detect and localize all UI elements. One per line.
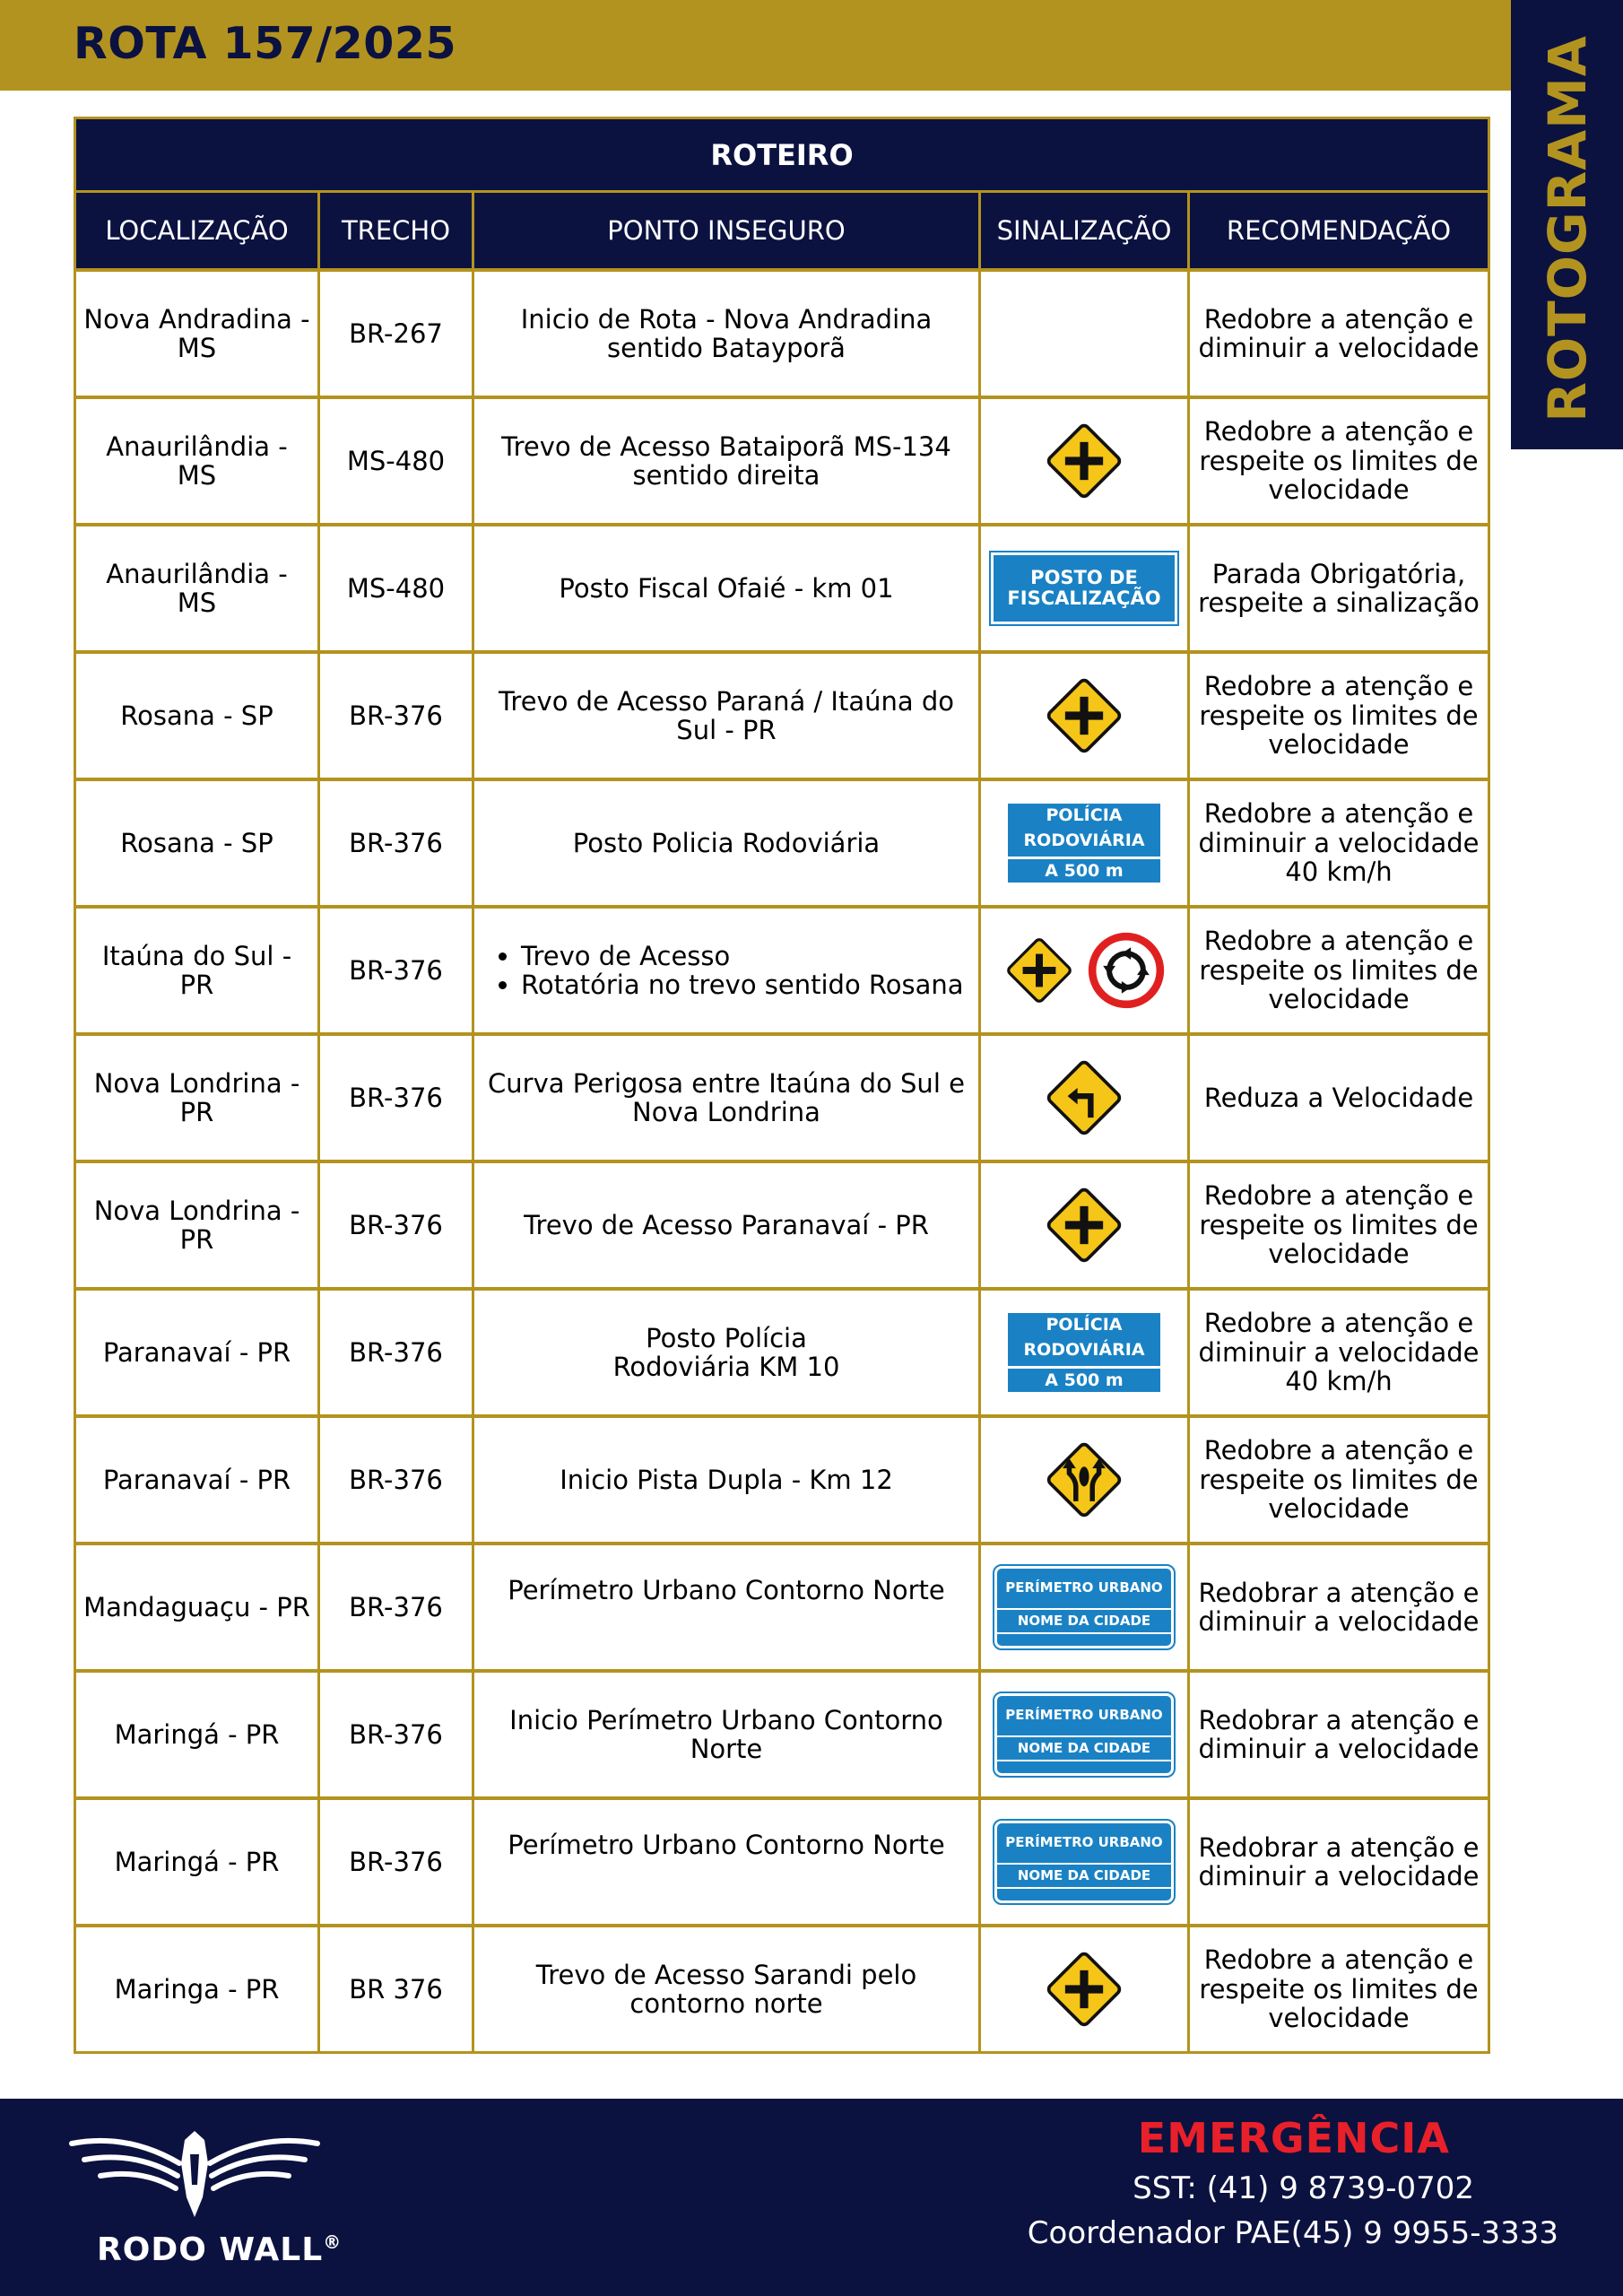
table-header-row (76, 193, 1488, 268)
cell-unsafe-point: Posto Polícia Rodoviária KM 10 (474, 1291, 981, 1414)
sign-line: RODOVIÁRIA (1023, 830, 1145, 850)
sign-line: NOME DA CIDADE (997, 1735, 1171, 1761)
cell-location: Maringá - PR (76, 1800, 320, 1924)
cell-location: Nova Londrina - PR (76, 1036, 320, 1160)
sign-line: POSTO DE (1030, 566, 1138, 588)
table-row (76, 650, 1488, 778)
sign-distance: A 500 m (1008, 857, 1160, 883)
route-table (74, 117, 1490, 2054)
cell-recommendation: Redobre a atenção e respeite os limites de velocidade (1199, 416, 1479, 506)
cell-recommendation: Redobre a atenção e respeite os limites de velocidade (1199, 671, 1479, 761)
column-header-signage: SINALIZAÇÃO (981, 193, 1190, 268)
urban-perimeter-sign (994, 1693, 1174, 1776)
cell-signage (981, 654, 1190, 778)
cell-location: Paranavaí - PR (76, 1418, 320, 1542)
cell-location: Rosana - SP (76, 654, 320, 778)
sst-phone: SST: (41) 9 8739-0702 (1133, 2170, 1474, 2206)
cell-unsafe-point: Trevo de Acesso Bataiporã MS-134 sentido direita (474, 399, 981, 523)
sign-line: FISCALIZAÇÃO (1007, 587, 1161, 609)
cell-location: Paranavaí - PR (76, 1291, 320, 1414)
sign-line: PERÍMETRO URBANO (1005, 1707, 1163, 1724)
cell-unsafe-point (474, 909, 981, 1032)
table-row (76, 1669, 1488, 1796)
cell-signage (981, 1036, 1190, 1160)
cell-location: Anaurilândia - MS (76, 526, 320, 650)
route-title: ROTA 157/2025 (74, 18, 457, 69)
sign-line: POLÍCIA (1046, 1315, 1123, 1335)
cell-segment: BR-376 (320, 1545, 474, 1669)
table-row (76, 1287, 1488, 1414)
cell-unsafe-point: Inicio Pista Dupla - Km 12 (474, 1418, 981, 1542)
cell-signage (981, 1291, 1190, 1414)
cell-recommendation: Redobre a atenção e respeite os limites de velocidade (1199, 1435, 1479, 1525)
cell-location: Itaúna do Sul - PR (76, 909, 320, 1032)
cell-recommendation: Redobre a atenção e diminuir a velocidade 40 km/h (1198, 1308, 1480, 1397)
intersection-warning-icon (1043, 420, 1125, 502)
table-row (76, 1032, 1488, 1160)
urban-perimeter-sign (994, 1566, 1174, 1648)
cell-signage (981, 526, 1190, 650)
cell-segment: BR-376 (320, 1163, 474, 1287)
cell-segment: BR-376 (320, 654, 474, 778)
cell-recommendation: Redobre a atenção e diminuir a velocidade 40 km/h (1198, 798, 1480, 888)
cell-unsafe-point: Posto Policia Rodoviária (474, 781, 981, 905)
logo-registered-mark: ® (323, 2231, 343, 2253)
table-row (76, 1924, 1488, 2051)
cell-unsafe-point: Curva Perigosa entre Itaúna do Sul e Nova Londrina (474, 1036, 981, 1160)
column-header-segment: TRECHO (320, 193, 474, 268)
cell-segment: BR-376 (320, 1800, 474, 1924)
cell-signage (981, 399, 1190, 523)
cell-location: Mandaguaçu - PR (76, 1545, 320, 1669)
intersection-warning-icon (1043, 1184, 1125, 1266)
cell-segment: BR-376 (320, 1036, 474, 1160)
cell-signage (981, 1800, 1190, 1924)
cell-recommendation: Redobre a atenção e respeite os limites de velocidade (1199, 1180, 1479, 1270)
cell-signage (981, 1673, 1190, 1796)
cell-segment: BR-376 (320, 1291, 474, 1414)
side-label: ROTOGRAMA (1537, 35, 1598, 422)
table-row (76, 523, 1488, 650)
cell-recommendation: Redobre a atenção e respeite os limites de velocidade (1199, 926, 1479, 1015)
table-row (76, 1542, 1488, 1669)
cell-recommendation: Reduza a Velocidade (1203, 1082, 1474, 1113)
sign-distance: A 500 m (1008, 1366, 1160, 1392)
cell-location: Rosana - SP (76, 781, 320, 905)
cell-signage (981, 909, 1190, 1032)
cell-unsafe-point: Inicio Perímetro Urbano Contorno Norte (474, 1673, 981, 1796)
highway-police-sign (1008, 1313, 1160, 1392)
cell-signage (981, 1418, 1190, 1542)
cell-location: Nova Londrina - PR (76, 1163, 320, 1287)
cell-unsafe-point: Inicio de Rota - Nova Andradina sentido Batayporã (474, 272, 981, 396)
list-item: • Rotatória no trevo sentido Rosana (521, 970, 964, 999)
sign-line: NOME DA CIDADE (997, 1608, 1171, 1634)
sign-line: RODOVIÁRIA (1023, 1339, 1145, 1360)
cell-segment: BR-376 (320, 1418, 474, 1542)
cell-signage (981, 1927, 1190, 2051)
cell-signage (981, 1545, 1190, 1669)
rodo-wall-logo-icon (65, 2127, 325, 2226)
cell-signage (981, 781, 1190, 905)
cell-unsafe-point: Posto Fiscal Ofaié - km 01 (474, 526, 981, 650)
table-row (76, 1414, 1488, 1542)
cell-location: Nova Andradina - MS (76, 272, 320, 396)
cell-segment: BR-376 (320, 909, 474, 1032)
unsafe-point-list (482, 942, 964, 1000)
cell-recommendation: Redobre a atenção e respeite os limites de velocidade (1199, 1944, 1479, 2034)
cell-signage (981, 272, 1190, 396)
column-header-unsafe-point: PONTO INSEGURO (474, 193, 981, 268)
cell-location: Maringá - PR (76, 1673, 320, 1796)
cell-location: Anaurilândia - MS (76, 399, 320, 523)
urban-perimeter-sign (994, 1821, 1174, 1903)
cell-unsafe-point: Trevo de Acesso Paranavaí - PR (474, 1163, 981, 1287)
cell-recommendation: Redobrar a atenção e diminuir a velocidade (1198, 1704, 1480, 1764)
cell-signage (981, 1163, 1190, 1287)
sign-line: PERÍMETRO URBANO (1005, 1579, 1163, 1596)
intersection-warning-icon (1043, 674, 1125, 757)
table-row (76, 1796, 1488, 1924)
column-header-location: LOCALIZAÇÃO (76, 193, 320, 268)
cell-unsafe-point: Perímetro Urbano Contorno Norte (474, 1545, 981, 1669)
roundabout-icon (1088, 932, 1165, 1009)
cell-segment: BR-267 (320, 272, 474, 396)
table-row (76, 268, 1488, 396)
cell-unsafe-point: Perímetro Urbano Contorno Norte (474, 1800, 981, 1924)
cell-recommendation: Redobrar a atenção e diminuir a velocidade (1198, 1831, 1480, 1892)
inspection-post-sign (991, 552, 1177, 624)
highway-police-sign (1008, 804, 1160, 883)
cell-location: Maringa - PR (76, 1927, 320, 2051)
intersection-warning-icon (1043, 1948, 1125, 2031)
list-item: • Trevo de Acesso (521, 942, 964, 970)
emergency-title: EMERGÊNCIA (1137, 2114, 1450, 2162)
sign-line: PERÍMETRO URBANO (1005, 1834, 1163, 1851)
table-row (76, 1160, 1488, 1287)
logo-text (97, 2231, 342, 2268)
cell-recommendation: Parada Obrigatória, respeite a sinalização (1198, 558, 1480, 618)
cell-unsafe-point: Trevo de Acesso Sarandi pelo contorno norte (474, 1927, 981, 2051)
cell-segment: BR-376 (320, 1673, 474, 1796)
cell-segment: BR 376 (320, 1927, 474, 2051)
cell-recommendation: Redobrar a atenção e diminuir a velocidade (1198, 1577, 1480, 1637)
table-row (76, 778, 1488, 905)
sign-line: POLÍCIA (1046, 805, 1123, 825)
cell-recommendation: Redobre a atenção e diminuir a velocidade (1198, 303, 1480, 363)
table-row (76, 905, 1488, 1032)
cell-segment: BR-376 (320, 781, 474, 905)
sign-line: NOME DA CIDADE (997, 1863, 1171, 1889)
cell-segment: MS-480 (320, 399, 474, 523)
table-row (76, 396, 1488, 523)
cell-segment: MS-480 (320, 526, 474, 650)
divided-highway-icon (1043, 1439, 1125, 1521)
column-header-recommendation: RECOMENDAÇÃO (1226, 215, 1452, 246)
logo-name: RODO WALL (97, 2231, 324, 2268)
table-title: ROTEIRO (76, 119, 1488, 193)
pae-phone: Coordenador PAE(45) 9 9955-3333 (1027, 2215, 1558, 2251)
intersection-warning-icon (1003, 935, 1075, 1006)
cell-unsafe-point: Trevo de Acesso Paraná / Itaúna do Sul - PR (474, 654, 981, 778)
curve-left-warning-icon (1043, 1057, 1125, 1139)
